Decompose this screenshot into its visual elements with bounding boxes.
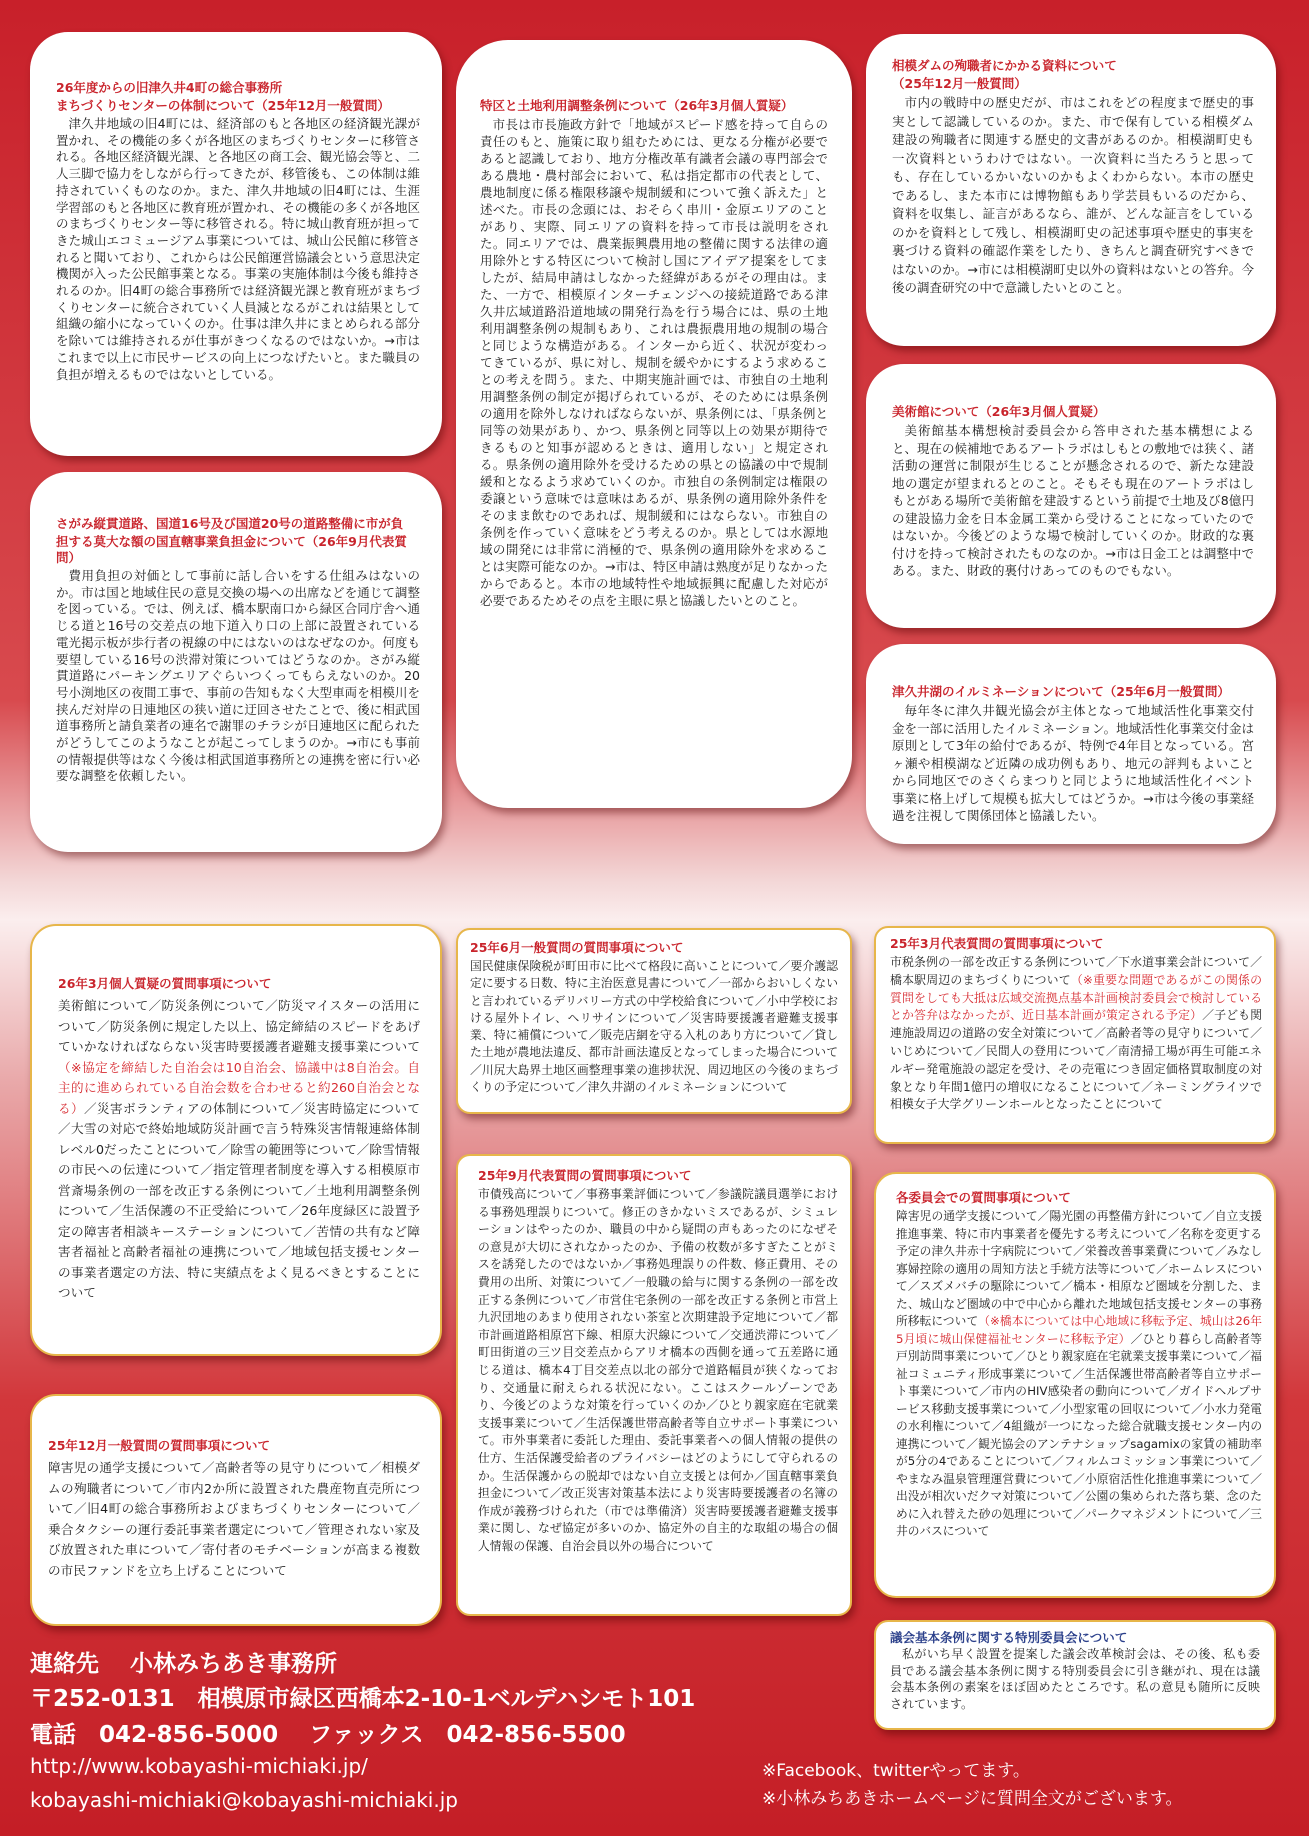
article-body: 美術館基本構想検討委員会から答申された基本構想によると、現在の候補地であるアートラボはしもとの敷地では狭く、諸活動の運営に制限が生じることが懸念されるので、新たな建設地の選定が望まれるとのこと。そもそも現在のアートラボはしもとがある場所で美術館を建設するという前提で土地及び8億円の建設協力金を日本金属工業から受けることになっていたのではないか。今後どのような場で検討していくのか。財政的な裏付けを持って検討されたものなのか。→市は日金工とは調整中である。また、財政的裏付けあってのものでもない。 bbox=[892, 423, 1254, 578]
section-text: 障害児の通学支援について／陽光園の再整備方針について／自立支援推進事業、特に市内事業者を優先する考えについて／名称を変更する予定の津久井赤十字病院について／栄養改善事業費について／みなし寡婦控除の適用の周知方法と手続方法等について／ホームレスについて／スズメバチの駆除について／橋本・相原など圏域を分割した、また、城山など圏域の中で中心から離れた地域包括支援センターの事務所移転について bbox=[896, 1209, 1262, 1328]
article-title: 美術館について（26年3月個人質疑） bbox=[892, 404, 1106, 419]
section-body: 国民健康保険税が町田市に比べて格段に高いことについて／要介護認定に要する日数、特に主治医意見書について／一部からおいしくないと言われているデリバリー方式の中学校給食について／小中学校における屋外トイレ、ヘリサインについて／災害時要援護者避難支援事業、特に補償について／販売店網を守る入札のあり方について／貸した土地が農地法違反、都市計画法違反となってしまった場合について／川尻大島界土地区画整理事業の進捗状況、周辺地区の今後のまちづくりの予定について／津久井湖のイルミネーションについて bbox=[470, 959, 838, 1095]
article-council-ordinance bbox=[874, 1620, 1276, 1730]
article-body: 市長は市長施政方針で「地域がスピード感を持って自らの責任のもと、施策に取り組むためには、更なる分権が必要であると認識しており、地方分権改革有識者会議の専門部会である農地・農村部会において、私は指定都市の代表として、農地制度に係る権限移譲や規制緩和について強く訴えた」と述べた。市長の念頭には、おそらく串川・金原エリアのことがあり、実際、同エリアの資料を持って市長は説明をされた。同エリアでは、農業振興農用地の整備に関する法律の適用除外とする特区について検討し国にアイデア提案をしてましたが、結局申請はしなかった経緯があるがその理由は。また、一方で、相模原インターチェンジへの接続道路である津久井広域道路沿道地域の開発行為を行う場合には、県の土地利用調整条例の規制もあり、これは農振農用地の規制の場合と同じような構造がある。インターから近く、状況が変わってきているが、県に対し、規制を緩やかにするよう求めることの考えを問う。また、中期実施計画では、市独自の土地利用調整条例の制定が掲げられているが、そのためには県条例の適用を除外しなければならないが、県条例には、「県条例と同等の効果があり、かつ、県条例と同等以上の効果が期待できるものと知事が認めるときは、適用しない」と規定される。県条例の適用除外を受けるための県との協議の中で規制緩和となるよう求めていくのか。市独自の条例制定は権限の委譲という意味では意味はあるが、県条例の適用除外条件をそのまま飲むのであれば、規制緩和にはならない。市独自の条例を作っていく意味をどう考えるのか。県としては水源地域の開発には非常に消極的で、県条例の適用除外を求めることは実際可能なのか。→市は、特区申請は熟度が足りなかったからであると。本市の地域特性や地域振興に配慮した対応が必要であるためその点を主眼に県と協議したいとのこと。 bbox=[480, 117, 828, 608]
section-title: 25年6月一般質問の質問事項について bbox=[470, 940, 684, 955]
article-special-zone bbox=[456, 40, 852, 808]
section-text: 美術館について／防災条例について／防災マイスターの活用について／防災条例に規定した以上、協定締結のスピードをあげていかなければならない災害時要援護者避難支援事業について bbox=[58, 998, 420, 1054]
section-title: 25年9月代表質問の質問事項について bbox=[478, 1168, 692, 1183]
section-body: 私がいち早く設置を提案した議会改革検討会は、その後、私も委員である議会基本条例に関する特別委員会に引き継がれ、現在は議会基本条例の素案をほぼ固めたところです。私の意見も随所に反映されています。 bbox=[890, 1647, 1260, 1711]
section-body bbox=[58, 996, 420, 1304]
section-note: （※重要な問題であるがこの関係の質問をしても大抵は広域交流拠点基本計画検討委員会で検討しているとか答弁はなかったが、近日基本計画が策定される予定） bbox=[890, 972, 1262, 1023]
article-body: 津久井地域の旧4町には、経済部のもと各地区の経済観光課が置かれ、その機能の多くが各地区のまちづくりセンターに移管される。各地区経済観光課、と各地区の商工会、観光協会等と、二人三脚で協力をしながら行ってきたが、移管後も、この体制は維持されていくものなのか。また、津久井地域の旧4町には、生涯学習部のもと各地区に教育班が置かれ、その機能の多くが各地区のまちづくりセンター等に移管される。特に城山教育班が担ってきた城山エコミュージアム事業については、城山公民館に移管されると聞いており、これからは公民館運営協議会という意思決定機関が入った公民館事業となる。事業の実施体制は今後も維持されるのか。旧4町の総合事務所では経済観光課と教育班がまちづくりセンターに統合されていく人員減となるがこれは結果として組織の縮小になっていくのか。仕事は津久井にまとめられる部分を除いては維持されるが仕事がきつくなるのではないか。→市はこれまで以上に市民サービスの向上につなげたいと。また職員の負担が増えるものではないとしている。 bbox=[56, 116, 420, 382]
section-title: 26年3月個人質疑の質問事項について bbox=[58, 976, 272, 991]
article-title: まちづくりセンターの体制について（25年12月一般質問） bbox=[56, 98, 390, 113]
section-note: （※協定を締結した自治会は10自治会、協議中は8自治会。自主的に進められている自治会数を合わせると約260自治会となる） bbox=[58, 1059, 420, 1116]
questions-2013-march bbox=[874, 926, 1276, 1144]
questions-2013-september bbox=[456, 1154, 852, 1616]
questions-2014-march bbox=[30, 924, 442, 1356]
section-body bbox=[896, 1208, 1262, 1541]
section-title: 25年12月一般質問の質問事項について bbox=[48, 1438, 271, 1453]
section-title: 各委員会での質問事項について bbox=[896, 1190, 1071, 1205]
questions-committees bbox=[874, 1172, 1276, 1598]
article-title: 26年度からの旧津久井4町の総合事務所 bbox=[56, 80, 283, 95]
article-illumination bbox=[866, 644, 1276, 844]
contact-phone-fax: 電話 042-856-5000 ファックス 042-856-5500 bbox=[30, 1722, 626, 1748]
contact-address: 〒252-0131 相模原市緑区西橋本2-10-1ベルデハシモト101 bbox=[30, 1686, 696, 1712]
article-general-affairs-office bbox=[30, 32, 442, 456]
website-link[interactable]: http://www.kobayashi-michiaki.jp/ bbox=[30, 1754, 368, 1778]
questions-2013-june bbox=[456, 928, 852, 1114]
article-title: 相模ダムの殉職者にかかる資料について bbox=[892, 58, 1117, 73]
section-title: 議会基本条例に関する特別委員会について bbox=[890, 1630, 1128, 1645]
article-road-burden bbox=[30, 472, 442, 852]
questions-2013-december bbox=[30, 1394, 442, 1626]
section-title: 25年3月代表質問の質問事項について bbox=[890, 936, 1104, 951]
article-title: 特区と土地利用調整条例について（26年3月個人質疑） bbox=[480, 98, 794, 113]
section-text: 市税条例の一部を改正する条例について／下水道事業会計について／橋本駅周辺のまちづくりについて bbox=[890, 955, 1262, 987]
sns-note: ※Facebook、twitterやってます。 bbox=[762, 1761, 1030, 1781]
section-body bbox=[890, 954, 1262, 1114]
article-body: 市内の戦時中の歴史だが、市はこれをどの程度まで歴史的事実として認識しているのか。また、市で保有している相模ダム建設の殉職者に関連する歴史的文書があるのか。相模湖町史も一次資料というわけではない。一次資料に当たろうと思っても、存在しているかいないのかもよくわからない。本市の歴史であるし、また本市には博物館もあり学芸員もいるのだから、資料を収集し、証言があるなら、誰が、どんな証言をしているのかを資料として残し、相模湖町史の記述事項や歴史的事実を裏づける資料の確認作業をしたり、きちんと調査研究すべきではないのか。→市には相模湖町史以外の資料はないとの答弁。今後の調査研究の中で意識したいとのこと。 bbox=[892, 95, 1254, 295]
article-art-museum bbox=[866, 364, 1276, 628]
section-text: ／ひとり暮らし高齢者等戸別訪問事業について／ひとり親家庭在宅就業支援事業について／福祉コミュニティ形成事業について／生活保護世帯高齢者等自立サポート事業について／市内のHIV感染者の動向について／ガイドヘルプサービス移動支援事業について／小型家電の回収について／小水力発電の水利権について／4組織が一つになった総合就職支援センター内の連携について／観光協会のアンテナショップsagamixの家賃の補助率が5分の4であることについて／フィルムコミッション事業について／やまなみ温泉管理運営費について／小原宿活性化推進事業について／出没が相次いだクマ対策について／公園の集められた落ち葉、念のために入れ替えた砂の処理について／パークマネジメントについて／三井のバスについて bbox=[896, 1331, 1263, 1538]
article-title: 津久井湖のイルミネーションについて（25年6月一般質問） bbox=[892, 684, 1230, 699]
article-dam-records bbox=[866, 34, 1276, 346]
article-title: 担する莫大な額の国直轄事業負担金について（26年9月代表質問） bbox=[56, 534, 407, 565]
section-body: 市債残高について／事務事業評価について／参議院議員選挙における事務処理誤りについて。修正のきかないミスであるが、シミュレーションはやったのか、職員の中から疑問の声もあったのになぜその意見が大切にされなかったのか、予備の枚数が多すぎたことがミスを誘発したのではないか／事務処理誤りの件数、修正費用、その費用の出所、対策について／一般職の給与に関する条例の一部を改正する条例について／市営住宅条例の一部を改正する条例と市営上九沢団地のあまり使用されない茶室と次期建設予定地について／都市計画道路相原宮下線、相原大沢線について／交通渋滞について／町田街道の三ツ目交差点からアリオ橋本の西側を通って五差路に通じる道は、橋本4丁目交差点以北の部分で道路幅員が狭くなっており、交通量に耐えられる状況にない。ここはスクールゾーンであり、今後どのような対策を行っていくのか／ひとり親家庭在宅就業支援事業について／生活保護世帯高齢者等自立サポート事業について。市外事業者に委託した理由、委託事業者への個人情報の提供の仕方、生活保護受給者のプライバシーはどのようにして守られるのか。生活保護からの脱却ではない自立支援とは何か／国直轄事業負担金について／改正災害対策基本法により災害時要援護者の名簿の作成が義務づけられた（市では準備済）災害時要援護者避難支援事業に関し、なぜ協定が多いのか、協定外の自主的な取組の場合の個人情報の保護、自治会員以外の場合について bbox=[478, 1187, 838, 1553]
article-title: さがみ縦貫道路、国道16号及び国道20号の道路整備に市が負 bbox=[56, 516, 404, 531]
article-body: 費用負担の対価として事前に話し合いをする仕組みはないのか。市は国と地域住民の意見交換の場への出席などを通じて調整を図っている。では、例えば、橋本駅南口から緑区合同庁舎へ通じる道と16号の交差点の地下道入り口の上部に設置されている電光掲示板が歩行者の視線の中にはないのはなぜなのか。何度も要望している16号の渋滞対策についてはどうなのか。さがみ縦貫道路にパーキングエリアぐらいつくってもらえないのか。20号小渕地区の夜間工事で、事前の告知もなく大型車両を相模川を挟んだ対岸の日連地区の狭い道に迂回させたことで、後に相武国道事務所と請負業者の連名で謝罪のチラシが日連地区に配られたがどうしてこのようなことが起こってしまうのか。→市にも事前の情報提供等はなく今後は相武国道事務所との連携を密に行い必要な調整を依頼したい。 bbox=[56, 568, 420, 784]
article-body: 毎年冬に津久井観光協会が主体となって地域活性化事業交付金を一部に活用したイルミネーション。地域活性化事業交付金は原則として3年の給付であるが、特例で4年目となっている。宮ヶ瀬や相模湖など近隣の成功例もあり、地元の評判もよいことから同地区でのさくらまつりと同じように地域活性化イベント事業に格上げして規模も拡大してはどうか。→市は今後の事業経過を注視して関係団体と協議したい。 bbox=[892, 703, 1254, 823]
full-text-note: ※小林みちあきホームページに質問全文がございます。 bbox=[762, 1789, 1183, 1809]
contact-office: 連絡先 小林みちあき事務所 bbox=[30, 1651, 338, 1677]
section-text: ／災害ボランティアの体制について／災害時協定について／大雪の対応で終始地域防災計画で言う特殊災害情報連絡体制レベル0だったことについて／除雪の範囲等について／除雪情報の市民への伝達について／指定管理者制度を導入する相模原市営斎場条例の一部を改正する条例について／土地利用調整条例について／生活保護の不正受給について／26年度緑区に設置予定の障害者相談キーステーションについて／苦情の共有など障害者福祉と高齢者福祉の連携について／地域包括支援センターの事業者選定の方法、特に実績点をよく見るべきとすることについて bbox=[58, 1100, 420, 1300]
email-link[interactable]: kobayashi-michiaki@kobayashi-michiaki.jp bbox=[30, 1788, 458, 1812]
section-body: 障害児の通学支援について／高齢者等の見守りについて／相模ダムの殉職者について／市内2か所に設置された農産物直売所について／旧4町の総合事務所およびまちづくりセンターについて／乗合タクシーの運行委託事業者選定について／管理されない家及び放置された車について／寄付者のモチベーションが高まる複数の市民ファンドを立ち上げることについて bbox=[48, 1460, 420, 1578]
article-title: （25年12月一般質問） bbox=[892, 76, 1027, 91]
section-text: ／子ども関連施設周辺の道路の安全対策について／高齢者等の見守りについて／いじめについて／民間人の登用について／南清掃工場が再生可能エネルギー発電施設の認定を受け、その売電につき固定価格買取制度の対象となり年間1億円の増収になることについて／ネーミングライツで相模女子大学グリーンホールとなったことについて bbox=[890, 1008, 1262, 1112]
section-note: （※橋本については中心地域に移転予定、城山は26年5月頃に城山保健福祉センターに移転予定） bbox=[896, 1314, 1262, 1346]
